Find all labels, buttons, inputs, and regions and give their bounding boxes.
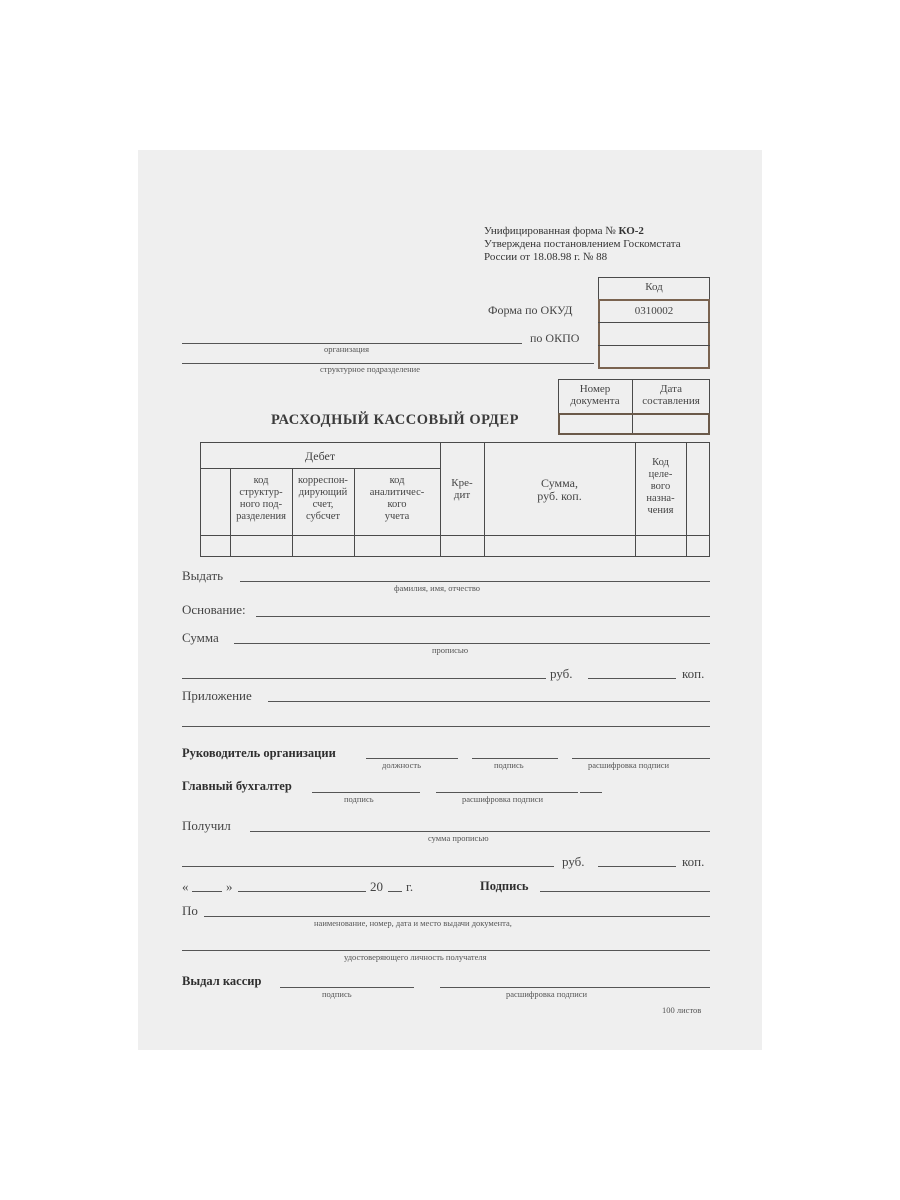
attachment-line-2 [182,726,710,727]
attachment-line [268,701,710,702]
sum-l2: руб. коп. [537,489,582,503]
doc-value-row [558,413,710,435]
col-corr-account [292,475,354,523]
chief-decode-caption: расшифровка подписи [462,794,544,804]
organization-caption: организация [324,344,369,354]
sheets-count: 100 листов [662,1005,702,1015]
col1-l4: разделения [236,511,286,522]
issue-label: Выдать [182,568,224,583]
cashier-decode-line [440,987,710,988]
credit-l1: Кре- [451,477,473,489]
head-sign-caption: подпись [494,760,524,770]
chief-label: Главный бухгалтер [182,779,292,793]
head-decode-line [572,758,710,759]
purpose-l3: вого [650,481,671,492]
document-title: РАСХОДНЫЙ КАССОВЫЙ ОРДЕР [271,412,519,428]
chief-sign-line [312,792,420,793]
sum-label: Сумма [182,630,219,645]
col2-l1: корреспон- [298,475,348,486]
col-sep-7 [686,442,687,557]
col1-l2: структур- [239,487,283,498]
head-position-line [366,758,458,759]
issue-caption: фамилия, имя, отчество [394,583,481,593]
date-year: 20 [370,879,383,894]
cashier-label: Выдал кассир [182,974,262,988]
cashier-sign-caption: подпись [322,989,352,999]
okud-label: Форма по ОКУД [488,303,573,317]
received-rub: руб. [562,854,585,869]
by-caption: наименование, номер, дата и место выдачи документа, [314,918,512,928]
col-subdivision-code [230,475,292,523]
chief-sign-caption: подпись [344,794,374,804]
cashier-sign-line [280,987,414,988]
col2-l4: субсчет [306,511,340,522]
signature-label: Подпись [480,879,529,893]
col1-l1: код [253,475,269,486]
sum-l1: Сумма, [541,476,578,490]
cashier-decode-caption: расшифровка подписи [506,989,588,999]
approved-line-1: Утверждена постановлением Госкомстата [484,238,681,250]
col-purpose-code [635,457,686,517]
credit-l2: дит [453,489,471,501]
issue-line [240,581,710,582]
received-kop: коп. [682,854,705,869]
received-caption: сумма прописью [428,833,489,843]
chief-decode-line [436,792,578,793]
sum-line-2 [182,678,546,679]
form-header [484,225,681,264]
col3-l2: аналитичес- [369,487,425,498]
code-divider-2 [598,345,710,346]
by-label: По [182,903,198,918]
received-line-2 [182,866,554,867]
doc-number-header [558,383,632,407]
identity-caption: удостоверяющего личность получателя [344,952,487,962]
chief-extra-line [580,792,602,793]
attachment-label: Приложение [182,688,252,703]
doc-date-line2: составления [642,395,700,407]
date-close-quote: » [226,879,233,894]
form-prefix: Унифицированная форма № [484,225,619,237]
doc-date-header [632,383,710,407]
purpose-l1: Код [652,457,669,468]
col3-l1: код [389,475,405,486]
sum-rub: руб. [550,666,573,681]
signature-line [540,891,710,892]
received-kop-line [598,866,676,867]
received-line [250,831,710,832]
date-open-quote: « [182,879,189,894]
col1-l3: ного под- [239,499,283,510]
date-year-suffix: г. [406,879,414,894]
date-day-line [192,891,222,892]
purpose-l4: назна- [646,493,675,504]
sum-line [234,643,710,644]
doc-number-line1: Номер [579,383,611,395]
debit-header: Дебет [304,449,336,463]
head-decode-caption: расшифровка подписи [588,760,670,770]
okpo-label: по ОКПО [530,331,580,345]
okud-value: 0310002 [634,305,674,317]
sum-kop: коп. [682,666,705,681]
col3-l3: кого [387,499,407,510]
col3-l4: учета [384,511,410,522]
head-sign-line [472,758,558,759]
col-credit [440,477,484,501]
date-month-line [238,891,366,892]
basis-line [256,616,710,617]
sum-kop-line [588,678,676,679]
head-label: Руководитель организации [182,746,336,760]
form-name-line [484,225,681,238]
col-sum [484,477,635,503]
form-sheet [138,150,762,1050]
subdivision-caption: структурное подразделение [320,364,420,374]
sum-caption: прописью [432,645,469,655]
code-divider-1 [598,322,710,323]
by-line [204,916,710,917]
identity-line [182,950,710,951]
head-position-caption: должность [382,760,421,770]
basis-label: Основание: [182,602,246,617]
purpose-l2: целе- [648,469,673,480]
col-analytic-code [354,475,440,523]
code-header: Код [645,281,663,293]
purpose-l5: чения [647,505,674,516]
col2-l2: дирующий [298,487,348,498]
form-code: КО-2 [618,225,644,237]
table-header-bottom [200,535,710,536]
doc-number-line2: документа [570,395,620,407]
col2-l3: счет, [312,499,334,510]
debit-under-line [200,468,440,469]
approved-line-2: России от 18.08.98 г. № 88 [484,251,608,263]
date-year-line [388,891,402,892]
doc-date-line1: Дата [660,383,682,395]
received-label: Получил [182,818,231,833]
